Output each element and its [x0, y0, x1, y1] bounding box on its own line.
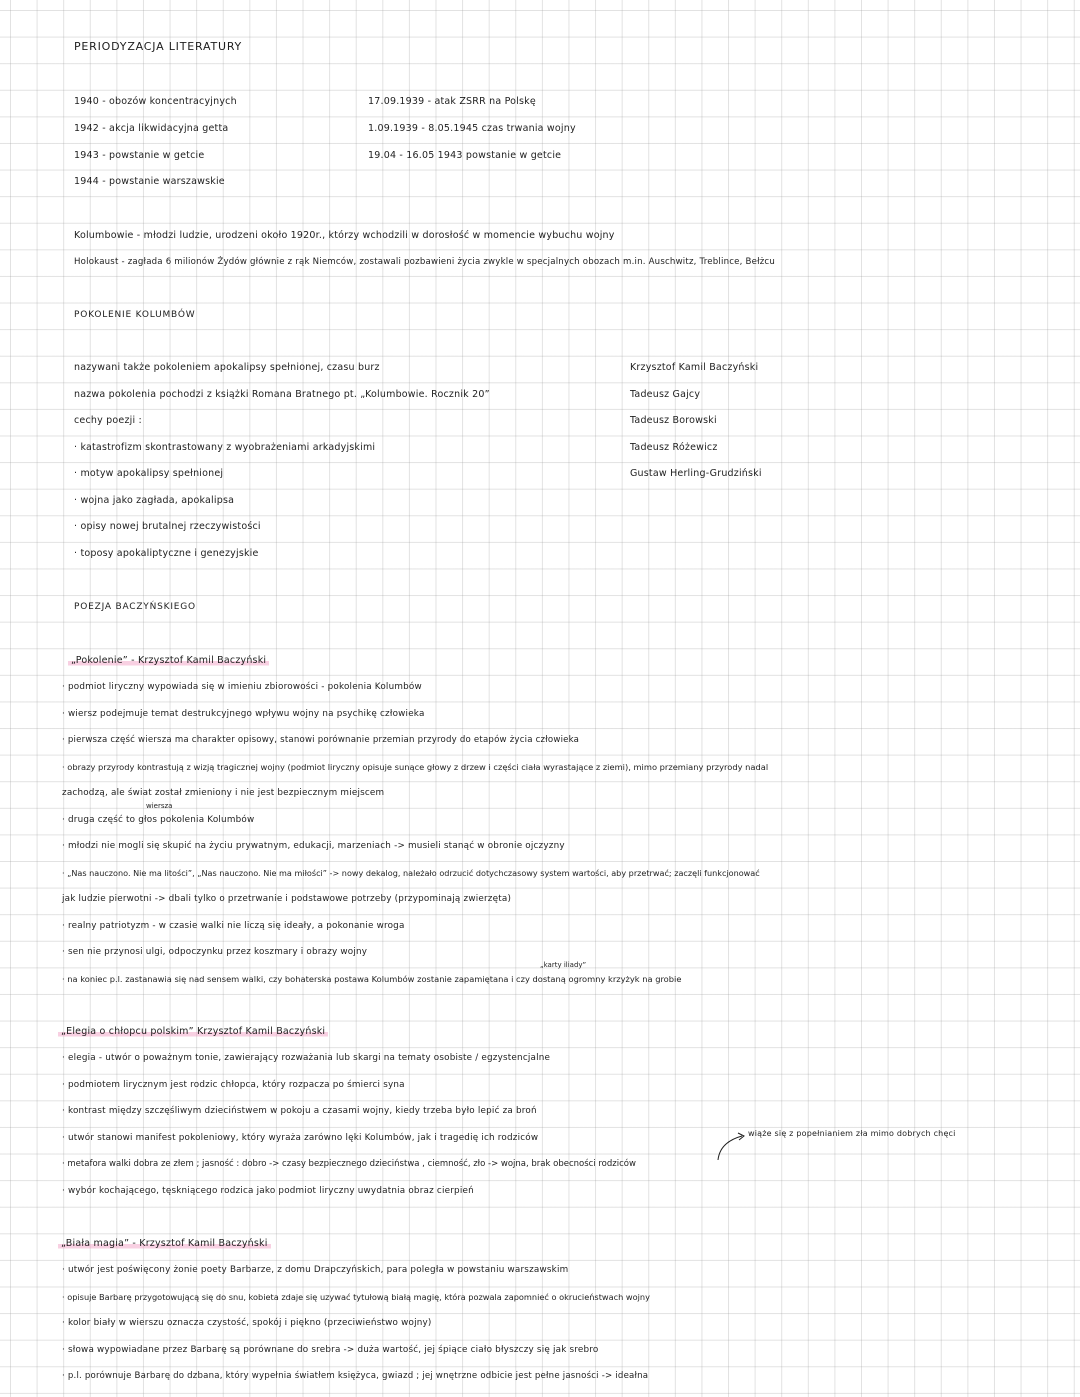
- note-line: · opisuje Barbarę przygotowującą się do snu, kobieta zdaje się uzywać tytułową białą magię, która pozwala zapomnieć o okrucieństwach wojny: [62, 1292, 650, 1302]
- date-line: 1942 - akcja likwidacyjna getta: [74, 123, 229, 134]
- note-line: · toposy apokaliptyczne i genezyjskie: [74, 548, 259, 559]
- page-title: PERIODYZACJA LITERATURY: [74, 40, 243, 53]
- note-line: · opisy nowej brutalnej rzeczywistości: [74, 521, 261, 532]
- annotation-arrow-icon: [712, 1130, 752, 1164]
- note-line: · wybór kochającego, tęskniącego rodzica jako podmiot liryczny uwydatnia obraz cierpień: [62, 1186, 474, 1196]
- note-line: · sen nie przynosi ulgi, odpoczynku przez koszmary i obrazy wojny: [62, 947, 368, 957]
- poem-title: [58, 1238, 271, 1250]
- date-line: 1940 - obozów koncentracyjnych: [74, 96, 237, 107]
- note-line: cechy poezji :: [74, 415, 142, 426]
- poet-name: Tadeusz Borowski: [630, 415, 717, 426]
- poet-name: Tadeusz Gajcy: [630, 389, 701, 400]
- poem-title-text: „Biała magia” - Krzysztof Kamil Baczyński: [58, 1238, 271, 1249]
- side-note: wiąże się z popełnianiem zła mimo dobrych chęci: [748, 1129, 956, 1138]
- poet-name: Krzysztof Kamil Baczyński: [630, 362, 759, 373]
- note-line: · motyw apokalipsy spełnionej: [74, 468, 224, 479]
- poet-name: Tadeusz Różewicz: [630, 442, 718, 453]
- note-line: · utwór stanowi manifest pokoleniowy, który wyraża zarówno lęki Kolumbów, jak i tragedię ich rodziców: [62, 1133, 539, 1143]
- poem-title-text: „Elegia o chłopcu polskim” Krzysztof Kamil Baczyński: [58, 1026, 328, 1037]
- note-line: · realny patriotyzm - w czasie walki nie liczą się ideały, a pokonanie wroga: [62, 921, 405, 931]
- poem-title-text: „Pokolenie” - Krzysztof Kamil Baczyński: [68, 655, 269, 666]
- section-heading: POEZJA BACZYŃSKIEGO: [74, 602, 196, 612]
- superscript-note: „karty iliady”: [540, 961, 587, 969]
- note-line: · na koniec p.l. zastanawia się nad sensem walki, czy bohaterska postawa Kolumbów zostanie zapamiętana i czy dostaną ogromny krzyżyk na grobie: [62, 974, 682, 984]
- date-line: 17.09.1939 - atak ZSRR na Polskę: [368, 96, 536, 107]
- note-line: · słowa wypowiadane przez Barbarę są porównane do srebra -> duża wartość, jej śpiące ciało błyszczy się jak srebro: [62, 1345, 599, 1355]
- note-line: · metafora walki dobra ze złem ; jasność : dobro -> czasy bezpiecznego dzieciństwa , ciemność, zło -> wojna, brak obecności rodziców: [62, 1159, 636, 1169]
- note-line: · elegia - utwór o poważnym tonie, zawierający rozważania lub skargi na tematy osobiste / egzystencjalne: [62, 1053, 551, 1063]
- note-line: · młodzi nie mogli się skupić na życiu prywatnym, edukacji, marzeniach -> musieli stanąć w obronie ojczyzny: [62, 841, 565, 851]
- date-line: 19.04 - 16.05 1943 powstanie w getcie: [368, 150, 562, 161]
- note-line: · podmiot liryczny wypowiada się w imieniu zbiorowości - pokolenia Kolumbów: [62, 682, 422, 692]
- note-line: · wiersz podejmuje temat destrukcyjnego wpływu wojny na psychikę człowieka: [62, 709, 425, 719]
- note-line: · „Nas nauczono. Nie ma litości”, „Nas nauczono. Nie ma miłości” -> nowy dekalog, należało odrzucić dotychczasowy system wartości, aby przetrwać; zaczęli funkcjonować: [62, 868, 760, 878]
- note-line: · kolor biały w wierszu oznacza czystość, spokój i piękno (przeciwieństwo wojny): [62, 1318, 432, 1328]
- poem-title: [58, 1026, 328, 1038]
- note-line: nazwa pokolenia pochodzi z książki Romana Bratnego pt. „Kolumbowie. Rocznik 20”: [74, 389, 490, 400]
- note-line: · kontrast między szczęśliwym dzieciństwem w pokoju a czasami wojny, kiedy trzeba było lepić za broń: [62, 1106, 537, 1116]
- note-line: zachodzą, ale świat został zmieniony i nie jest bezpiecznym miejscem: [62, 788, 385, 798]
- note-line: · obrazy przyrody kontrastują z wizją tragicznej wojny (podmiot liryczny opisuje sunące głowy z drzew i części ciała wyrastające z ziemi), mimo przemiany przyrody nadal: [62, 762, 769, 772]
- definition-kolumbowie: Kolumbowie - młodzi ludzie, urodzeni około 1920r., którzy wchodzili w dorosłość w momencie wybuchu wojny: [74, 230, 615, 241]
- note-line: · p.l. porównuje Barbarę do dzbana, który wypełnia światłem księżyca, gwiazd ; jej wnętrzne odbicie jest pełne jasności -> ideałna: [62, 1371, 649, 1381]
- section-heading: POKOLENIE KOLUMBÓW: [74, 310, 196, 320]
- date-line: 1943 - powstanie w getcie: [74, 150, 205, 161]
- date-line: 1944 - powstanie warszawskie: [74, 176, 225, 187]
- poem-title: [68, 655, 269, 667]
- note-line: · druga część to głos pokolenia Kolumbów: [62, 815, 255, 825]
- note-line: jak ludzie pierwotni -> dbali tylko o przetrwanie i podstawowe potrzeby (przypominają zwierzęta): [62, 894, 512, 904]
- definition-holokaust: Holokaust - zagłada 6 milionów Żydów głównie z rąk Niemców, zostawali pozbawieni życia zwykle w specjalnych obozach m.in. Auschwitz, Treblince, Bełżcu: [74, 257, 776, 267]
- note-line: · podmiotem lirycznym jest rodzic chłopca, który rozpacza po śmierci syna: [62, 1080, 405, 1090]
- note-line: · utwór jest poświęcony żonie poety Barbarze, z domu Drapczyńskich, para poległa w powstaniu warszawskim: [62, 1265, 569, 1275]
- note-line: · wojna jako zagłada, apokalipsa: [74, 495, 235, 506]
- note-line: · katastrofizm skontrastowany z wyobrażeniami arkadyjskimi: [74, 442, 376, 453]
- superscript-note: wiersza: [146, 802, 173, 810]
- poet-name: Gustaw Herling-Grudziński: [630, 468, 762, 479]
- date-line: 1.09.1939 - 8.05.1945 czas trwania wojny: [368, 123, 576, 134]
- note-line: nazywani także pokoleniem apokalipsy spełnionej, czasu burz: [74, 362, 380, 373]
- note-line: · pierwsza część wiersza ma charakter opisowy, stanowi porównanie przemian przyrody do etapów życia człowieka: [62, 735, 580, 745]
